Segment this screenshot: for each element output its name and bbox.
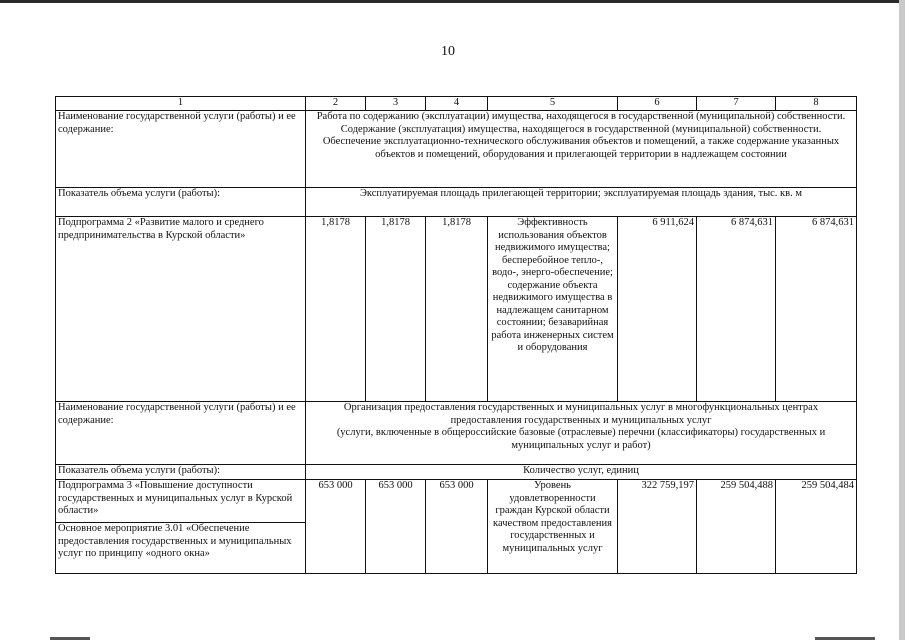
header-col-7: 7 xyxy=(697,97,776,111)
program3-row xyxy=(56,480,857,523)
program3-col-5: Уровень удовлетворенности граждан Курской области качеством предоставления государственных и муниципальных услуг xyxy=(488,480,618,574)
program3-name: Подпрограмма 3 «Повышение доступности государственных и муниципальных услуг в Курской области» xyxy=(56,480,306,523)
header-col-5: 5 xyxy=(488,97,618,111)
section1-line-1: Работа по содержанию (эксплуатации) имущества, находящегося в государственной (муниципальной) собственности. xyxy=(316,111,846,122)
program2-row xyxy=(56,217,857,402)
section1-row xyxy=(56,111,857,188)
volume2-label: Показатель объема услуги (работы): xyxy=(56,465,306,480)
program2-col-4: 1,8178 xyxy=(426,217,488,402)
section1-line-3: Обеспечение эксплуатационно-технического обслуживания объектов и помещений, а также содержание указанных объектов и помещений, оборудования и прилегающей территории в надлежащем состоянии xyxy=(322,136,840,160)
program2-col-8: 6 874,631 xyxy=(776,217,857,402)
program2-col-5: Эффективность использования объектов недвижимого имущества; бесперебойное тепло-, водо-, энерго-обеспечение; содержание объекта недвижимого имущества в надлежащем санитарном состоянии; безаварийная работа инженерных систем и оборудования xyxy=(488,217,618,402)
header-col-6: 6 xyxy=(618,97,697,111)
section2-line-1: Организация предоставления государственных и муниципальных услуг в многофункциональных центрах предоставления государственных и муниципальных услуг xyxy=(343,402,819,426)
section2-content xyxy=(306,402,857,465)
section2-line-2: (услуги, включенные в общероссийские базовые (отраслевые) перечни (классификаторы) государственных и муниципальных услуг и работ) xyxy=(336,427,826,451)
services-table xyxy=(55,96,857,574)
volume1-row xyxy=(56,188,857,217)
program2-col-2: 1,8178 xyxy=(306,217,366,402)
program2-name: Подпрограмма 2 «Развитие малого и среднего предпринимательства в Курской области» xyxy=(56,217,306,402)
volume2-row xyxy=(56,465,857,480)
program2-col-3: 1,8178 xyxy=(366,217,426,402)
program3-col-2: 653 000 xyxy=(306,480,366,574)
program3-col-7: 259 504,488 xyxy=(697,480,776,574)
scan-edge-top xyxy=(0,0,905,3)
program3-col-4: 653 000 xyxy=(426,480,488,574)
page-number: 10 xyxy=(441,44,455,59)
event301-name: Основное мероприятие 3.01 «Обеспечение предоставления государственных и муниципальных услуг по принципу «одного окна» xyxy=(56,523,306,574)
program3-col-6: 322 759,197 xyxy=(618,480,697,574)
header-row xyxy=(56,97,857,111)
header-col-4: 4 xyxy=(426,97,488,111)
section1-content xyxy=(306,111,857,188)
scan-edge-right xyxy=(899,0,905,640)
section2-label: Наименование государственной услуги (работы) и ее содержание: xyxy=(56,402,306,465)
header-col-1: 1 xyxy=(56,97,306,111)
program3-col-3: 653 000 xyxy=(366,480,426,574)
header-col-3: 3 xyxy=(366,97,426,111)
volume2-text: Количество услуг, единиц xyxy=(306,465,857,480)
program2-col-7: 6 874,631 xyxy=(697,217,776,402)
section1-line-2: Содержание (эксплуатация) имущества, находящегося в государственной (муниципальной) собственности. xyxy=(340,123,822,135)
section1-label: Наименование государственной услуги (работы) и ее содержание: xyxy=(56,111,306,188)
program2-col-6: 6 911,624 xyxy=(618,217,697,402)
header-col-8: 8 xyxy=(776,97,857,111)
volume1-text: Эксплуатируемая площадь прилегающей территории; эксплуатируемая площадь здания, тыс. кв. м xyxy=(306,188,857,217)
program3-col-8: 259 504,484 xyxy=(776,480,857,574)
header-col-2: 2 xyxy=(306,97,366,111)
section2-row xyxy=(56,402,857,465)
volume1-label: Показатель объема услуги (работы): xyxy=(56,188,306,217)
